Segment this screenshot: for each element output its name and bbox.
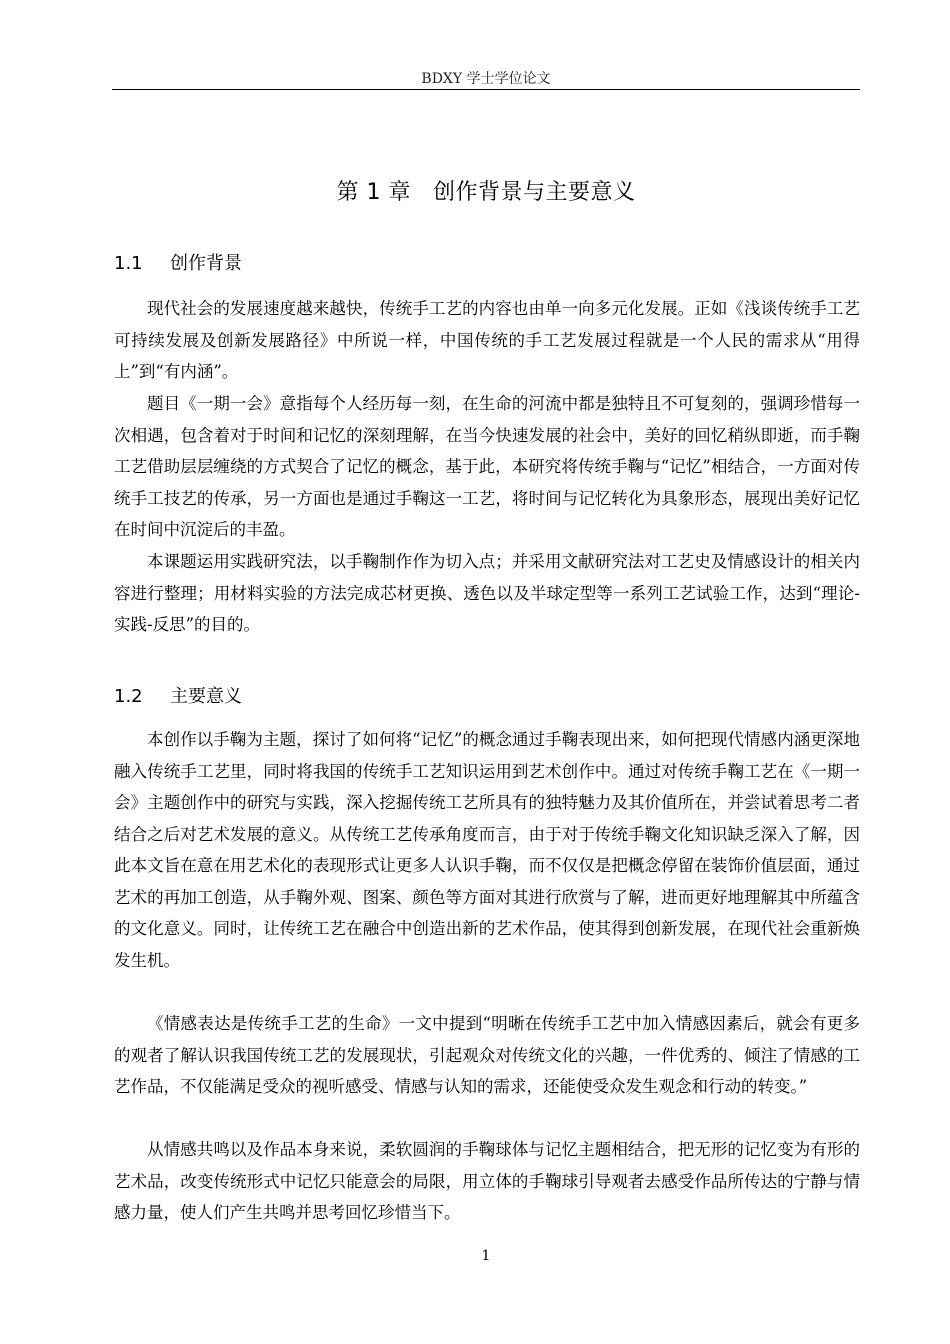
section-title: 主要意义 bbox=[170, 686, 242, 707]
running-header: BDXY 学士学位论文 bbox=[421, 71, 551, 87]
header-rule bbox=[112, 89, 860, 90]
section-title: 创作背景 bbox=[170, 253, 242, 274]
paragraph: 从情感共鸣以及作品本身来说，柔软圆润的手鞠球体与记忆主题相结合，把无形的记忆变为有形的艺术品，改变传统形式中记忆只能意会的局限，用立体的手鞠球引导观者去感受作品所传达的宁静与情感力量，使人们产生共鸣并思考回忆珍惜当下。 bbox=[114, 1140, 860, 1222]
paragraph: 本课题运用实践研究法，以手鞠制作作为切入点；并采用文献研究法对工艺史及情感设计的相关内容进行整理；用材料实验的方法完成芯材更换、透色以及半球定型等一系列工艺试验工作，达到“理论-实践-反思”的目的。 bbox=[114, 552, 860, 634]
paragraph: 现代社会的发展速度越来越快，传统手工艺的内容也由单一向多元化发展。正如《浅谈传统手工艺可持续发展及创新发展路径》中所说一样，中国传统的手工艺发展过程就是一个人民的需求从“用得上”到“有内涵”。 bbox=[114, 299, 860, 381]
section-number: 1.1 bbox=[114, 253, 143, 274]
chapter-heading: 创作背景与主要意义 bbox=[432, 180, 636, 205]
paragraph: 本创作以手鞠为主题，探讨了如何将“记忆”的概念通过手鞠表现出来，如何把现代情感内涵更深地融入传统手工艺里，同时将我国的传统手工艺知识运用到艺术创作中。通过对传统手鞠工艺在《一期一会》主题创作中的研究与实践，深入挖掘传统工艺所具有的独特魅力及其价值所在，并尝试着思考二者结合之后对艺术发展的意义。从传统工艺传承角度而言，由于对于传统手鞠文化知识缺乏深入了解，因此本文旨在意在用艺术化的表现形式让更多人认识手鞠，而不仅仅是把概念停留在装饰价值层面，通过艺术的再加工创造，从手鞠外观、图案、颜色等方面对其进行欣赏与了解，进而更好地理解其中所蕴含的文化意义。同时，让传统工艺在融合中创造出新的艺术作品，使其得到创新发展，在现代社会重新焕发生机。 bbox=[114, 730, 860, 970]
section-number: 1.2 bbox=[114, 686, 143, 707]
section-heading-1-2 bbox=[114, 683, 854, 711]
chapter-number: 第 1 章 bbox=[336, 180, 411, 205]
page-number: 1 bbox=[481, 1248, 491, 1264]
chapter-title bbox=[112, 176, 860, 210]
section-heading-1-1 bbox=[114, 250, 854, 278]
paragraph: 《情感表达是传统手工艺的生命》一文中提到“明晰在传统手工艺中加入情感因素后，就会有更多的观者了解认识我国传统工艺的发展现状，引起观众对传统文化的兴趣，一件优秀的、倾注了情感的工艺作品，不仅能满足受众的视听感受、情感与认知的需求，还能使受众发生观念和行动的转变。” bbox=[114, 1014, 860, 1096]
paragraph: 题目《一期一会》意指每个人经历每一刻，在生命的河流中都是独特且不可复刻的，强调珍惜每一次相遇，包含着对于时间和记忆的深刻理解，在当今快速发展的社会中，美好的回忆稍纵即逝，而手鞠工艺借助层层缠绕的方式契合了记忆的概念，基于此，本研究将传统手鞠与“记忆”相结合，一方面对传统手工技艺的传承，另一方面也是通过手鞠这一工艺，将时间与记忆转化为具象形态，展现出美好记忆在时间中沉淀后的丰盈。 bbox=[114, 394, 860, 539]
